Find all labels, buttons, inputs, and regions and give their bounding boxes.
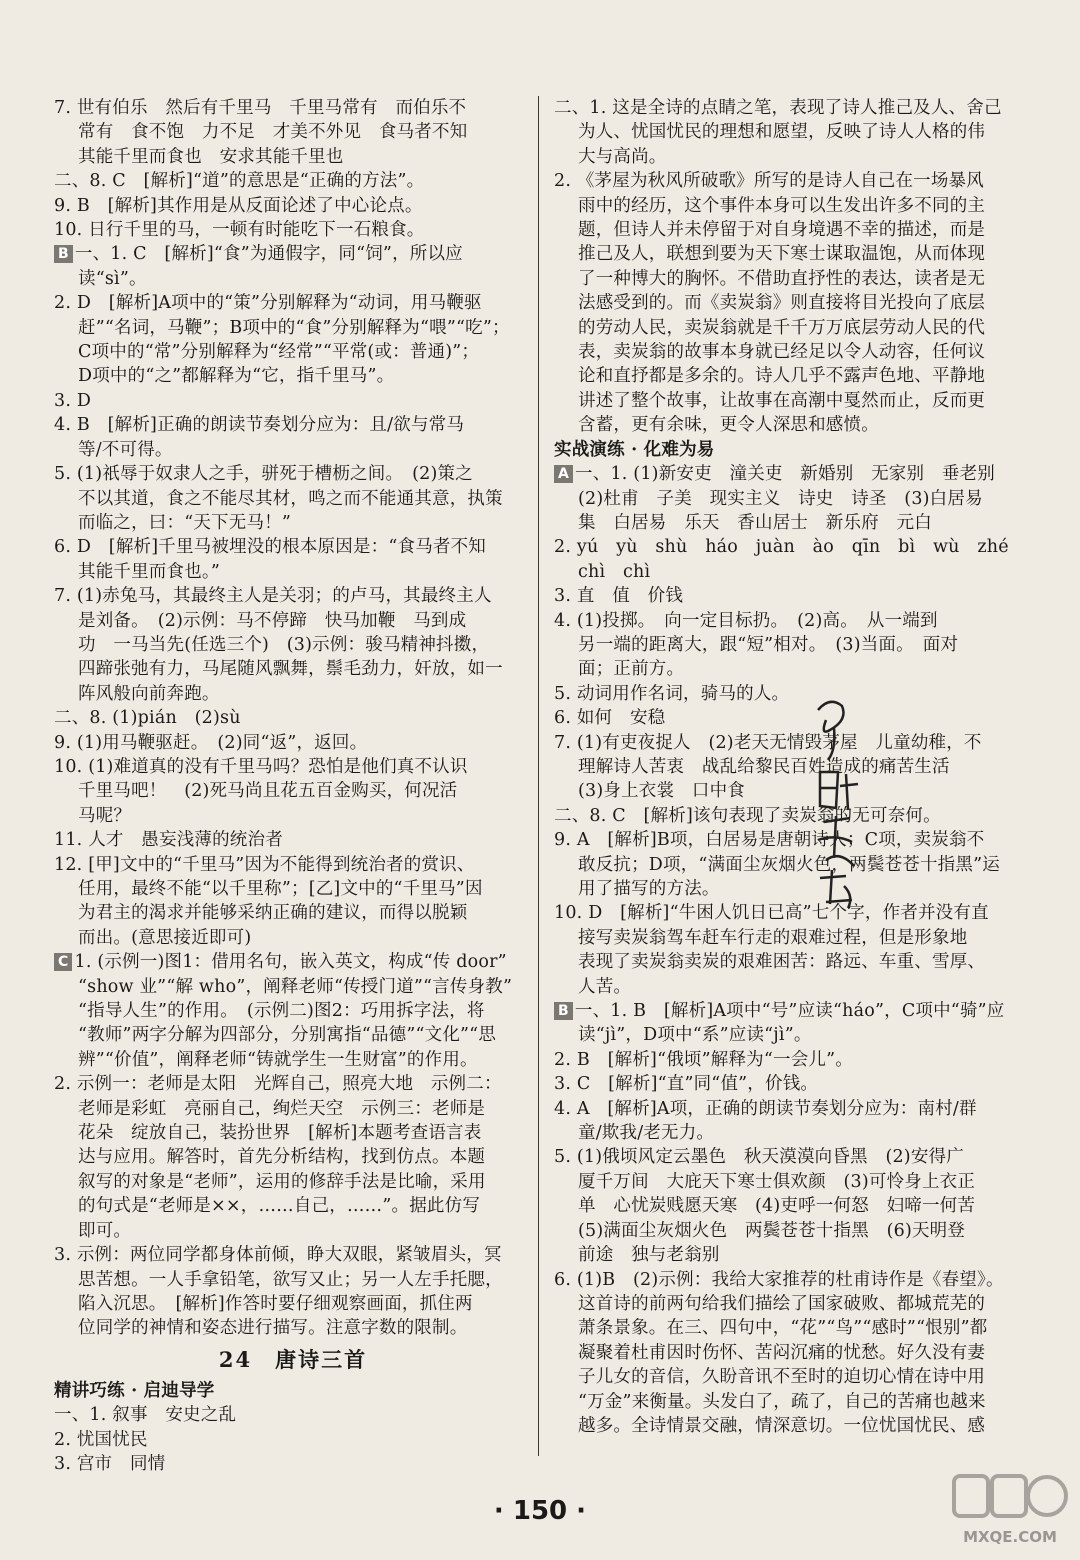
answer-line [554,1048,1032,1072]
line-text: 马呢？ [78,805,132,826]
answer-line [54,755,532,779]
answer-line [554,657,1032,681]
answer-line [54,438,532,462]
answer-line [554,145,1032,169]
line-text: 辨”“价值”，阐释老师“铸就学生一生财富”的作用。 [78,1049,478,1070]
watermark-domain: MXQE.COM [963,1528,1057,1546]
answer-line [54,1243,532,1267]
line-text: 读“sì”。 [78,268,147,289]
line-text: 不以其道，食之不能尽其材，鸣之而不能通其意，执策 [78,488,503,509]
line-text: 其能千里而食也。” [78,561,220,582]
line-text: 题，但诗人并未停留于对自身境遇不幸的描述，而是 [578,220,986,241]
answer-line [554,1097,1032,1121]
line-text: 前途 独与老翁别 [578,1245,720,1266]
line-text: 接写卖炭翁驾车赶车行走的艰难过程，但是形象地 [578,927,968,948]
line-text: (5)满面尘灰烟火色 两鬓苍苍十指黑 (6)天明登 [578,1220,966,1241]
line-text: 10. D [解析]“牛困人饥日已高”七个字，作者并没有直 [554,903,989,924]
answer-line [554,609,1032,633]
line-text: 7. (1)有吏夜捉人 (2)老天无情毁茅屋 儿童幼稚，不 [554,732,982,753]
answer-line [54,1428,532,1452]
line-text: “教师”两字分解为四部分，分别寓指“品德”“文化”“思 [78,1025,497,1046]
answer-line [54,682,532,706]
answer-line [54,560,532,584]
answer-line [54,389,532,413]
column-divider [538,96,539,1456]
line-text: 推己及人，联想到要为天下寒士谋取温饱，从而体现 [578,244,986,265]
answer-line [554,120,1032,144]
line-text: 千里马吧！ (2)死马尚且花五百金购买，何况活 [78,781,458,802]
line-text: 读“jì”，D项中“系”应读“jì”。 [578,1025,812,1046]
line-text: 2. 示例一：老师是太阳 光辉自己，照亮大地 示例二： [54,1074,502,1095]
line-text: 二、8. (1)pián (2)sù [54,708,241,729]
line-text: 4. A [解析]A项，正确的朗读节奏划分应为：南村/群 [554,1098,977,1119]
line-text: 2. yú yù shù háo juàn ào qīn bì wù zhé [554,537,1009,558]
answer-line [54,1072,532,1096]
line-text: 老师是彩虹 亮丽自己，绚烂天空 示例三：老师是 [78,1098,486,1119]
answer-line [54,1145,532,1169]
line-text: 是刘备。 (2)示例：马不停蹄 快马加鞭 马到成 [78,610,467,631]
line-text: 萧条景象。在三、四句中，“花”“鸟”“感时”“恨别”都 [578,1318,988,1339]
line-text: 4. (1)投掷。 向一定目标扔。 (2)高。 从一端到 [554,610,938,631]
line-text: 一、1. 叙事 安史之乱 [54,1405,237,1426]
answer-line [54,584,532,608]
answer-line [54,535,532,559]
line-text: 3. 宫市 同情 [54,1453,166,1474]
page-number: · 150 · [493,1496,587,1526]
answer-line [54,1023,532,1047]
line-text: 阵风般向前奔跑。 [78,683,220,704]
line-text: chì chì [578,561,651,582]
answer-line [54,926,532,950]
answer-line [554,1170,1032,1194]
line-text: 11. 人才 愚妄浅薄的统治者 [54,830,283,851]
answer-line [54,120,532,144]
left-column [54,96,532,1476]
answer-line [54,657,532,681]
line-text: 5. (1)俄顷风定云墨色 秋天漠漠向昏黑 (2)安得广 [554,1147,964,1168]
answer-line [554,1072,1032,1096]
answer-line [554,1341,1032,1365]
line-text: 3. 直 值 价钱 [554,586,684,607]
answer-line [54,1121,532,1145]
line-text: 叙写的对象是“老师”，运用的修辞手法是比喻，采用 [78,1171,486,1192]
line-text: 二、8. C [解析]该句表现了卖炭翁的无可奈何。 [554,805,941,826]
lesson-title [54,1345,532,1375]
answer-line [54,96,532,120]
line-text: 思苦想。一人手拿铅笔，欲写又止；另一人左手托腮， [78,1269,503,1290]
answer-line [54,999,532,1023]
line-text: 了一种博大的胸怀。不借助直抒性的表达，读者是无 [578,268,986,289]
line-text: 即可。 [78,1220,132,1241]
answer-line [554,413,1032,437]
section-heading [54,1379,532,1403]
answer-line [554,267,1032,291]
answer-line [554,218,1032,242]
line-text: 雨中的经历，这个事件本身可以生发出许多不同的主 [578,195,986,216]
line-text: 的劳动人民，卖炭翁就是千千万万底层劳动人民的代 [578,317,986,338]
answer-line [554,1121,1032,1145]
answer-line [54,267,532,291]
line-text: 7. (1)赤兔马，其最终主人是关羽；的卢马，其最终主人 [54,586,492,607]
answer-line [554,389,1032,413]
answer-line [554,926,1032,950]
answer-line [54,779,532,803]
line-text: 用了描写的方法。 [578,879,720,899]
answer-line [54,413,532,437]
line-text: 3. D [54,390,92,411]
line-text: 二、8. C [解析]“道”的意思是“正确的方法”。 [54,171,425,192]
answer-line [554,462,1032,486]
line-text: 二、1. 这是全诗的点睛之笔，表现了诗人推己及人、舍己 [554,98,1002,118]
answer-line [54,731,532,755]
answer-line [54,145,532,169]
section-heading [554,438,1032,462]
answer-line [54,1194,532,1218]
line-text: 法感受到的。而《卖炭翁》则直接将目光投向了底层 [578,293,986,314]
line-text: 面；正前方。 [578,659,685,680]
line-text: 达与应用。解答时，首先分析结构，找到仿点。本题 [78,1147,486,1168]
line-text: 理解诗人苦衷 战乱给黎民百姓造成的痛苦生活 [578,756,950,777]
line-text: 集 白居易 乐天 香山居士 新乐府 元白 [578,512,932,533]
answer-line [54,242,532,266]
line-text: 其能千里而食也 安求其能千里也 [78,146,344,167]
line-text: 越多。全诗情景交融，情深意切。一位忧国忧民、感 [578,1415,986,1436]
answer-line [554,584,1032,608]
line-text: 一、1. C [解析]“食”为通假字，同“饲”，所以应 [74,244,463,265]
answer-line [54,1316,532,1340]
line-text: 12. [甲]文中的“千里马”因为不能得到统治者的赏识、 [54,854,475,875]
answer-line [54,1219,532,1243]
line-text: 凝聚着杜甫因时伤怀、苦闷沉痛的忧愁。好久没有妻 [578,1342,986,1363]
answer-line [554,1023,1032,1047]
line-text: 4. B [解析]正确的朗读节奏划分应为：且/欲与常马 [54,415,465,436]
answer-line [554,560,1032,584]
answer-line [54,340,532,364]
handwritten-scribble [790,690,880,920]
answer-line [554,633,1032,657]
answer-line [554,96,1032,120]
line-text: 3. 示例：两位同学都身体前倾，睁大双眼，紧皱眉头，冥 [54,1245,502,1266]
answer-line [554,999,1032,1023]
answer-line [554,975,1032,999]
line-text: 单 心忧炭贱愿天寒 (4)吏呼一何怒 妇啼一何苦 [578,1196,976,1217]
answer-line [554,242,1032,266]
line-text: 常有 食不饱 力不足 才美不外见 食马者不知 [78,122,468,143]
answer-line [554,1219,1032,1243]
answer-line [54,1268,532,1292]
line-text: 一、1. (1)新安吏 潼关吏 新婚别 无家别 垂老别 [575,464,995,485]
answer-line [554,487,1032,511]
line-text: “万金”来衡量。头发白了，疏了，自己的苦痛也越来 [578,1391,986,1412]
level-badge: A [554,465,573,483]
answer-line [54,1048,532,1072]
answer-line [54,1170,532,1194]
line-text: 子儿女的音信，久盼音讯不至时的迫切心情在诗中用 [578,1367,986,1388]
answer-line [54,853,532,877]
line-text: 这首诗的前两句给我们描绘了国家破败、都城荒芜的 [578,1293,986,1314]
answer-line [554,1292,1032,1316]
answer-line [554,950,1032,974]
line-text: 的句式是“老师是××，……自己，……”。据此仿写 [78,1196,481,1217]
answer-line [54,1292,532,1316]
line-text: 含蓄，更有余味，更令人深思和感愤。 [578,415,879,436]
answer-line [54,609,532,633]
answer-line [554,535,1032,559]
answer-line [54,877,532,901]
level-badge: B [54,245,73,263]
answer-line [54,950,532,974]
line-text: 10. 日行千里的马，一顿有时能吃下一石粮食。 [54,220,425,241]
answer-line [554,1365,1032,1389]
line-text: 而出。(意思接近即可) [78,927,252,948]
answer-line [554,316,1032,340]
line-text: 敢反抗；D项，“满面尘灰烟火色，两鬓苍苍十指黑”运 [578,854,1000,875]
line-text: 花朵 绽放自己，装扮世界 [解析]本题考查语言表 [78,1123,482,1144]
answer-line [554,340,1032,364]
answer-line [554,1243,1032,1267]
line-text: D项中的“之”都解释为“它，指千里马”。 [78,366,395,387]
line-text: “指导人生”的作用。 (示例二)图2：巧用拆字法，将 [78,1001,485,1022]
line-text: 赶”“名词，马鞭”；B项中的“食”分别解释为“喂”“吃”； [78,317,510,338]
answer-line [54,462,532,486]
line-text: 另一端的距离大，跟“短”相对。 (3)当面。 面对 [578,634,959,655]
answer-line [54,706,532,730]
line-text: 5. (1)祇辱于奴隶人之手，骈死于槽枥之间。 (2)策之 [54,464,473,485]
line-text: 1. (示例一)图1：借用名句，嵌入英文，构成“传 door” [74,952,507,973]
answer-line [54,1403,532,1427]
answer-line [54,901,532,925]
answer-line [54,804,532,828]
line-text: 厦千万间 大庇天下寒士俱欢颜 (3)可怜身上衣正 [578,1171,976,1192]
answer-line [54,975,532,999]
line-text: 6. (1)B (2)示例：我给大家推荐的杜甫诗作是《春望》。 [554,1269,1004,1290]
line-text: 陷入沉思。 [解析]作答时要仔细观察画面，抓住两 [78,1293,473,1314]
line-text: 为人、忧国忧民的理想和愿望，反映了诗人人格的伟 [578,122,986,143]
line-text: 人苦。 [578,976,632,997]
line-text: 实战演练 · 化难为易 [554,439,715,460]
answer-line [554,1145,1032,1169]
line-text: 童/欺我/老无力。 [578,1123,715,1144]
line-text: 9. B [解析]其作用是从反面论述了中心论点。 [54,195,423,216]
answer-line [554,364,1032,388]
line-text: 表，卖炭翁的故事本身就已经足以令人动容，任何议 [578,342,986,363]
line-text: C项中的“常”分别解释为“经常”“平常(或：普通)”； [78,342,480,363]
level-badge: C [54,953,72,971]
line-text: 9. A [解析]B项，白居易是唐朝诗人；C项，卖炭翁不 [554,830,985,851]
line-text: 功 一马当先(任选三个) (3)示例：骏马精神抖擞， [78,634,490,655]
line-text: 24 唐诗三首 [218,1346,368,1372]
line-text: “show 业”“解 who”，阐释老师“传授门道”“言传身教” [78,976,513,997]
answer-line [554,1316,1032,1340]
answer-line [54,511,532,535]
line-text: 等/不可得。 [78,439,173,460]
answer-line [54,828,532,852]
answer-line [54,316,532,340]
answer-line [554,1194,1032,1218]
answer-line [54,194,532,218]
line-text: 位同学的神情和姿态进行描写。注意字数的限制。 [78,1318,468,1339]
line-text: 10. (1)难道真的没有千里马吗？恐怕是他们真不认识 [54,756,468,777]
line-text: 3. C [解析]“直”同“值”，价钱。 [554,1074,819,1095]
answer-line [554,1268,1032,1292]
answer-line [54,1097,532,1121]
line-text: 四蹄张弛有力，马尾随风飘舞，鬃毛劲力，奸放，如一 [78,659,503,680]
line-text: 而临之，曰：“天下无马！” [78,512,291,533]
answer-line [54,169,532,193]
answer-line [54,218,532,242]
answer-line [54,1452,532,1476]
line-text: (2)杜甫 子美 现实主义 诗史 诗圣 (3)白居易 [578,488,983,509]
line-text: 9. (1)用马鞭驱赶。 (2)同“返”，返回。 [54,732,368,753]
line-text: 6. 如何 安稳 [554,708,666,729]
line-text: 为君主的渴求并能够采纳正确的建议，而得以脱颖 [78,903,468,924]
line-text: (3)身上衣裳 口中食 [578,781,745,802]
answer-line [554,291,1032,315]
answer-line [54,364,532,388]
line-text: 精讲巧练 · 启迪导学 [54,1380,215,1401]
line-text: 2. 忧国忧民 [54,1429,148,1450]
line-text: 2. D [解析]A项中的“策”分别解释为“动词，用马鞭驱 [54,293,482,314]
line-text: 7. 世有伯乐 然后有千里马 千里马常有 而伯乐不 [54,98,467,118]
answer-line [54,487,532,511]
watermark-logo [952,1470,1068,1550]
line-text: 大与高尚。 [578,146,667,167]
level-badge: B [554,1002,573,1020]
answer-line [54,291,532,315]
answer-line [554,511,1032,535]
answer-line [54,633,532,657]
line-text: 2. B [解析]“俄顷”解释为“一会儿”。 [554,1049,853,1070]
line-text: 表现了卖炭翁卖炭的艰难困苦：路远、车重、雪厚、 [578,952,986,973]
answer-line [554,1414,1032,1438]
line-text: 论和直抒都是多余的。诗人几乎不露声色地、平静地 [578,366,986,387]
answer-line [554,194,1032,218]
answer-line [554,169,1032,193]
line-text: 任用，最终不能“以千里称”；[乙]文中的“千里马”因 [78,879,483,899]
line-text: 2. 《茅屋为秋风所破歌》所写的是诗人自己在一场暴风 [554,171,984,192]
answer-line [554,1390,1032,1414]
line-text: 讲述了整个故事，让故事在高潮中戛然而止，反而更 [578,390,986,411]
line-text: 一、1. B [解析]A项中“号”应读“háo”，C项中“骑”应 [574,1001,1005,1022]
line-text: 5. 动词用作名词，骑马的人。 [554,683,790,704]
line-text: 6. D [解析]千里马被埋没的根本原因是：“食马者不知 [54,537,486,558]
